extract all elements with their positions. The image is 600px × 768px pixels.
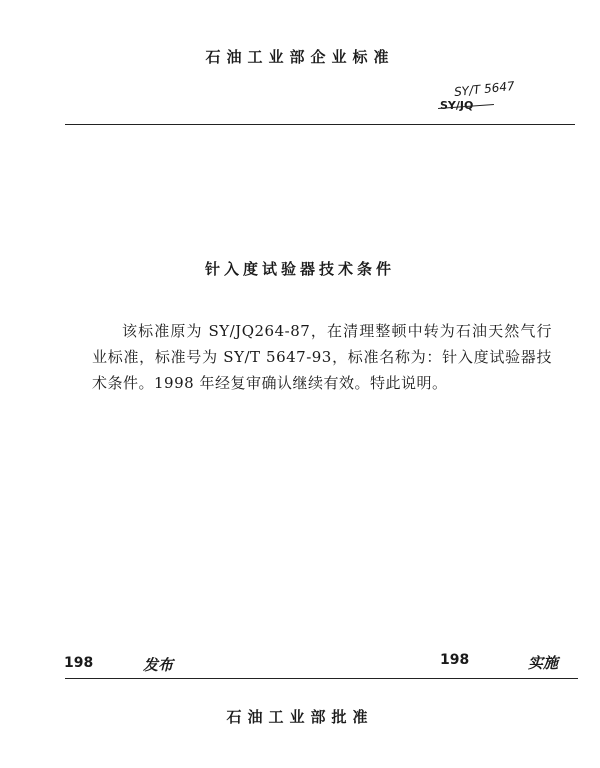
- effective-year: 198: [440, 652, 470, 668]
- standard-code-block: [440, 78, 550, 118]
- body-paragraph: 该标准原为 SY/JQ264-87，在清理整顿中转为石油天然气行业标准，标准号为 SY/T 5647-93，标准名称为：针入度试验器技术条件。1998 年经复审确认继续有效。特此说明。: [92, 322, 552, 392]
- standard-code-handwritten: SY/T 5647: [453, 78, 516, 100]
- issuing-organization: 石油工业部企业标准: [205, 48, 395, 66]
- issue-label: 发布: [143, 656, 174, 674]
- document-title: 针入度试验器技术条件: [204, 260, 395, 278]
- issue-year: 198: [64, 655, 94, 671]
- standard-code-old: SY/JQ: [440, 99, 474, 112]
- footer-divider: [65, 678, 578, 679]
- header-divider: [65, 124, 575, 125]
- approving-authority: 石油工业部批准: [226, 708, 374, 726]
- effective-label: 实施: [528, 654, 559, 672]
